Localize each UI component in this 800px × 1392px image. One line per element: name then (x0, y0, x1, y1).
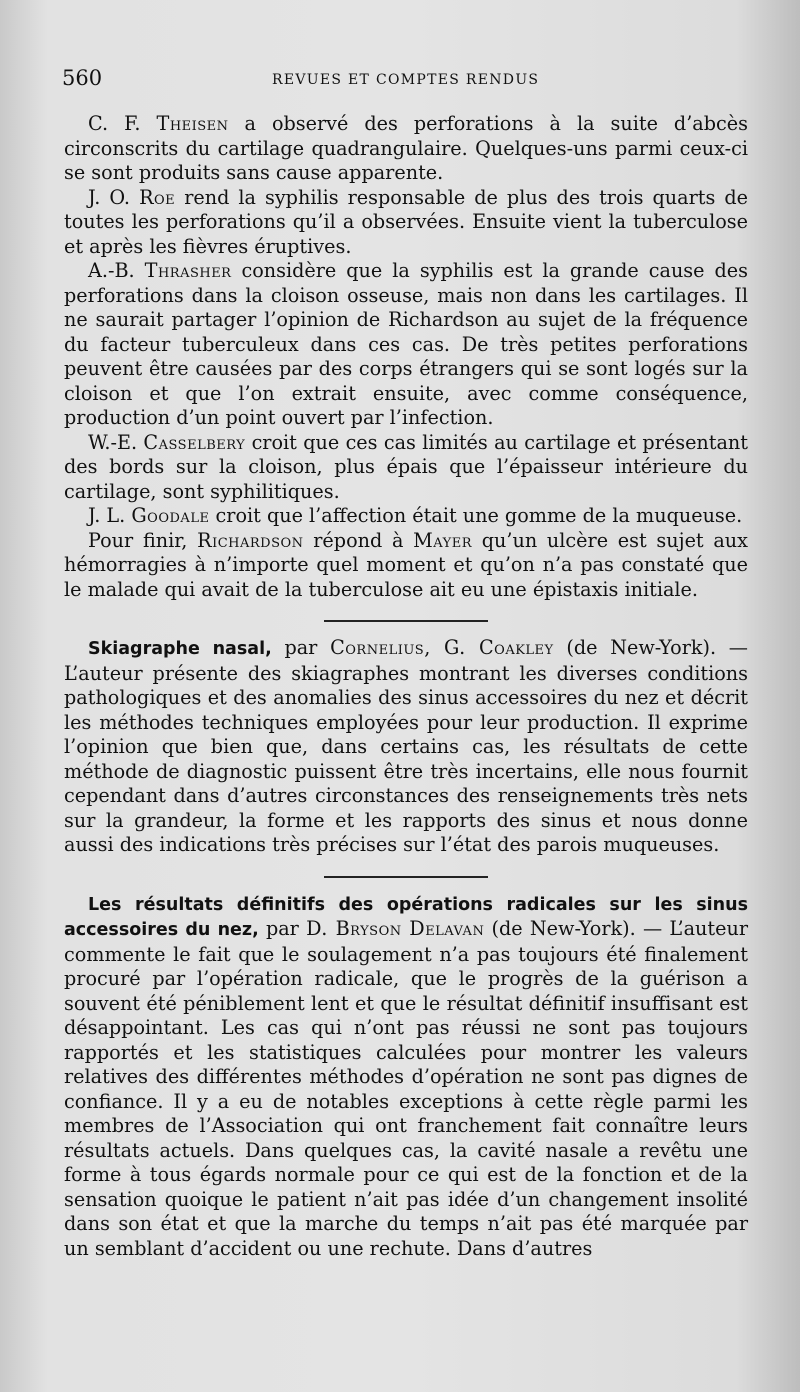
author-name: Theisen (156, 112, 229, 135)
paragraph-text: considère que la syphilis est la grande cause des perforations dans la cloison osseuse, mais non dans les cartilages. Il ne saurait partager l’opinion de Richardson au sujet de la fréquence du facteur tuberculeux dans ces cas. De très petites perforations peuvent être causées par des corps étrangers qui se sont logés sur la cloison et que l’on extrait ensuite, avec comme conséquence, production d’un point ouvert par l’infection. (64, 259, 748, 429)
article-place: (de New-York). — (484, 917, 670, 940)
article-paragraph (64, 636, 748, 858)
article-by: par (271, 636, 331, 659)
article-author: Cornelius, G. Coakley (330, 636, 554, 659)
author-name: Thrasher (144, 259, 232, 282)
article-by: par (258, 917, 307, 940)
article-body: L’auteur présente des skiagraphes montrant les diverses conditions pathologiques et des anomalies des sinus accessoires du nez et décrit les méthodes techniques employées pour leur production. Il exprime l’opinion que bien que, dans certains cas, les résultats de cette méthode de diagnostic puissent être très incertains, elle nous fournit cependant dans d’autres circonstances des renseignements très nets sur la grandeur, la forme et les rapports des sinus et nous donne aussi des indications très précises sur l’état des parois muqueuses. (64, 661, 748, 856)
author-name: Casselbery (143, 430, 246, 454)
author-initials: J. L. (88, 504, 126, 527)
paragraph-text: rend la syphilis responsable de plus des trois quarts de toutes les perforations qu’il a observées. Ensuite vient la tuberculose et après les fièvres éruptives. (64, 185, 748, 258)
page-number: 560 (62, 66, 103, 90)
article-skiagraphe (64, 636, 748, 858)
article-author: D. Bryson Delavan (306, 917, 485, 940)
author-name: Mayer (413, 528, 473, 552)
paragraph-casselbery (64, 431, 748, 505)
article-body: L’auteur commente le fait que le soulagement n’a pas toujours été finalement procuré par l’opération radicale, que le progrès de la guérison a souvent été péniblement lent et que le résultat définitif insuffisant est désappointant. Les cas qui n’ont pas réussi ne sont pas toujours rapportés et les statistiques calculées pour montrer les valeurs relatives des différentes méthodes d’opération ne sont pas dignes de confiance. Il y a eu de notables exceptions à cette règle parmi les membres de l’Association qui ont franchement fait connaître leurs résultats actuels. Dans quelques cas, la cavité nasale a revêtu une forme à tous égards normale pour ce qui est de la fonction et de la sensation quoique le patient n’ait pas idée d’un changement insolité dans son état et que la marche du temps n’ait pas été marquée par un semblant d’accident ou une rechute. Dans d’autres (64, 917, 748, 1260)
article-resultats (64, 892, 748, 1262)
paragraph-text: qu’un ulcère est sujet aux hémorragies à n’importe quel moment et qu’on n’a pas constaté que le malade qui avait de la tuberculose ait eu une épistaxis initiale. (64, 528, 748, 601)
paragraph-goodale (64, 504, 748, 529)
article-place: (de New-York). — (553, 636, 748, 659)
author-initials: C. F. (88, 112, 141, 135)
article-title: Les résultats définitifs des opérations radicales sur les sinus accessoires du nez, (64, 894, 748, 940)
paragraph-thrasher (64, 259, 748, 431)
paragraph-theisen (64, 112, 748, 186)
page-header (62, 66, 752, 100)
author-name: Richardson (197, 528, 304, 552)
author-name: Roe (139, 185, 176, 209)
paragraph-text: croit que ces cas limités au cartilage et présentant des bords sur la cloison, plus épais que l’épaisseur intérieure du cartilage, sont syphilitiques. (64, 430, 748, 503)
section-divider (324, 620, 488, 622)
article-paragraph (64, 892, 748, 1262)
page-content (64, 112, 748, 1261)
paragraph-text: croit que l’affection était une gomme de la muqueuse. (209, 504, 743, 527)
paragraph-richardson (64, 529, 748, 603)
author-initials: J. O. (88, 185, 131, 209)
running-head: REVUES ET COMPTES RENDUS (272, 72, 540, 88)
paragraph-roe (64, 186, 748, 260)
article-title: Skiagraphe nasal, (88, 639, 272, 659)
paragraph-text: a observé des perforations à la suite d’abcès circonscrits du cartilage quadrangulaire. Quelques-uns parmi ceux-ci se sont produits sans cause apparente. (64, 112, 748, 184)
author-initials: A.-B. (88, 259, 135, 282)
author-name: Goodale (131, 504, 210, 527)
paragraph-lead: Pour finir, (88, 528, 198, 552)
paragraph-mid: répond à (303, 528, 414, 552)
section-divider (324, 876, 488, 878)
author-initials: W.-E. (88, 430, 138, 454)
